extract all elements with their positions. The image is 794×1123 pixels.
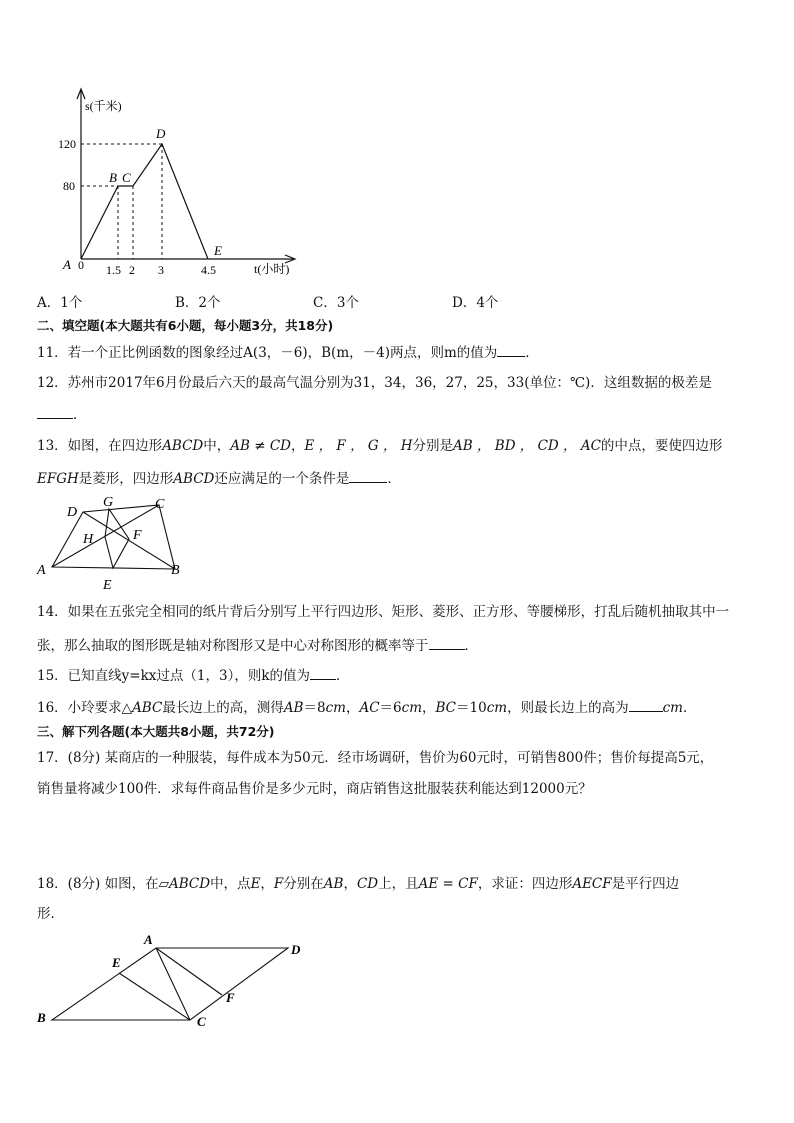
fig18-label-a: A: [144, 932, 153, 947]
option-a: A．1个: [37, 295, 83, 311]
question-17-cont: 销售量将减少100件．求每件商品售价是多少元时，商店销售这批服装获利能达到12000元？: [37, 781, 592, 797]
question-15: 15．已知直线y=kx过点（1，3），则k的值为 ．: [37, 665, 350, 685]
section-2-heading: 二、填空题(本大题共有6小题，每小题3分，共18分): [37, 318, 334, 333]
fig18-label-e: E: [112, 955, 121, 970]
question-13-cont: EFGH是菱形，四边形ABCD还应满足的一个条件是 ．: [37, 468, 401, 488]
option-b: B．2个: [175, 295, 221, 311]
point-d-label: D: [156, 126, 166, 141]
figure-13-quadrilateral: [35, 492, 195, 594]
question-17: 17．(8分) 某商店的一种服装，每件成本为50元．经市场调研，售价为60元时，可销售800件；售价每提高5元，: [37, 750, 714, 766]
distance-line: [81, 144, 208, 259]
fig18-label-c: C: [197, 1014, 206, 1029]
fig13-label-h: H: [83, 532, 94, 547]
y-tick-80: 80: [63, 179, 75, 193]
question-18: 18．(8分) 如图，在▱ABCD中，点E，F分别在AB，CD上，且AE = CF，求证：四边形AECF是平行四边: [37, 876, 680, 892]
section-3-heading: 三、解下列各题(本大题共8小题，共72分): [37, 724, 275, 739]
question-13: 13．如图，在四边形ABCD中，AB ≠ CD，E ， F ， G ， H分别是AB ， BD ， CD ， AC的中点，要使四边形: [37, 438, 723, 454]
point-a-label: A: [63, 257, 71, 272]
fig18-label-b: B: [37, 1010, 46, 1025]
question-16: 16．小玲要求△ABC最长边上的高，测得AB＝8cm，AC＝6cm，BC＝10cm，则最长边上的高为 cm．: [37, 697, 696, 717]
fig18-label-f: F: [226, 990, 235, 1005]
x-tick-3: 3: [158, 263, 164, 277]
fig13-label-g: G: [103, 495, 114, 510]
point-b-label: B: [109, 170, 117, 185]
option-c: C．3个: [313, 295, 359, 311]
question-12-cont: ．: [37, 404, 87, 424]
fig18-label-d: D: [291, 942, 301, 957]
question-11: 11．若一个正比例函数的图象经过A(3，－6)，B(m，－4)两点，则m的值为 ．: [37, 342, 539, 362]
point-e-label: E: [214, 243, 222, 258]
fig13-label-d: D: [67, 505, 78, 520]
question-12: 12．苏州市2017年6月份最后六天的最高气温分别为31，34，36，27，25，33(单位：℃)．这组数据的极差是: [37, 375, 712, 391]
x-tick-2: 2: [129, 263, 135, 277]
point-c-label: C: [122, 170, 131, 185]
figure-18-parallelogram: [35, 930, 310, 1030]
question-18-cont: 形．: [37, 906, 64, 922]
fig13-label-c: C: [155, 497, 165, 512]
fig13-label-e: E: [103, 578, 112, 593]
fig13-label-a: A: [37, 563, 46, 578]
question-14: 14．如果在五张完全相同的纸片背后分别写上平行四边形、矩形、菱形、正方形、等腰梯形，打乱后随机抽取其中一: [37, 604, 730, 620]
distance-time-graph: [55, 85, 305, 280]
option-d: D．4个: [452, 295, 499, 311]
fig13-label-f: F: [133, 528, 142, 543]
x-axis-label: t(小时): [254, 262, 290, 276]
y-axis-label: s(千米): [85, 99, 122, 113]
x-tick-1-5: 1.5: [106, 263, 121, 277]
x-tick-4-5: 4.5: [201, 263, 216, 277]
question-14-cont: 张，那么抽取的图形既是轴对称图形又是中心对称图形的概率等于 ．: [37, 635, 478, 655]
origin-label: 0: [78, 258, 84, 272]
y-tick-120: 120: [58, 137, 76, 151]
parallelogram-symbol: ▱: [158, 876, 169, 892]
fig13-label-b: B: [171, 563, 180, 578]
